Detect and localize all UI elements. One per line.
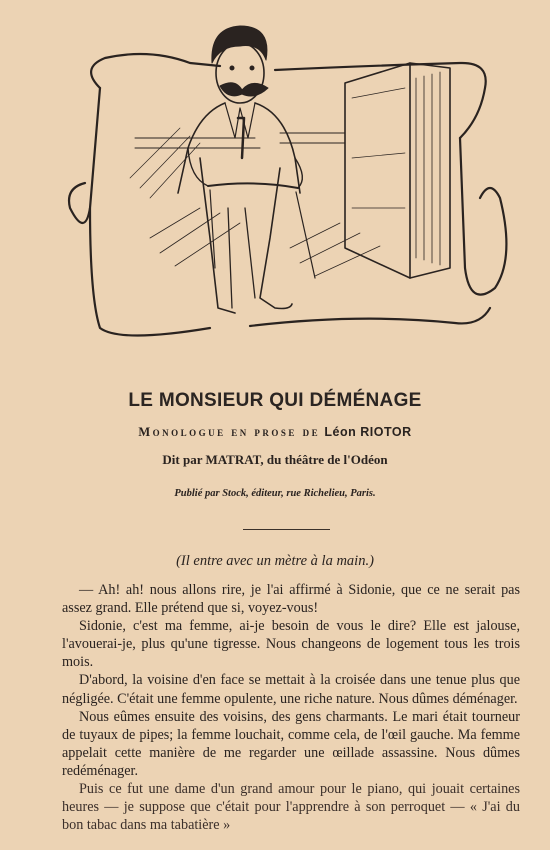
- paragraph: Nous eûmes ensuite des voisins, des gens charmants. Le mari était tourneur de tuyaux de pipes; la femme louchait, comme cela, de l'œil gauche. Ma femme appelait cette manière de me regarder une œillade assassine. Nous dûmes redéménager.: [62, 708, 520, 779]
- paragraph: Sidonie, c'est ma femme, ai-je besoin de vous le dire? Elle est jalouse, l'avouerai-je, plus qu'une tigresse. Nous changeons de logement tous les trois mois.: [62, 618, 520, 671]
- paragraph: Puis ce fut une dame d'un grand amour pour le piano, qui jouait certaines heures — je suppose que c'était pour l'apprendre à son perroquet — « J'ai du bon tabac dans ma tabatière »: [62, 781, 520, 834]
- performer-line: Dit par MATRAT, du théâtre de l'Odéon: [162, 452, 388, 467]
- subtitle-genre: Monologue en prose de: [138, 425, 321, 439]
- stage-direction: (Il entre avec un mètre à la main.): [176, 553, 374, 569]
- paragraph: D'abord, la voisine d'en face se mettait à la croisée dans une tenue plus que négligée. C'était une femme opulente, une riche nature. Nous dûmes déménager.: [62, 672, 520, 707]
- illustration-man-with-measuring-tape: [60, 8, 520, 358]
- subtitle: [0, 425, 550, 440]
- subtitle-author: Léon RIOTOR: [324, 425, 412, 439]
- paragraph: — Ah! ah! nous allons rire, je l'ai affirmé à Sidonie, que ce ne serait pas assez grand. Elle prétend que si, voyez-vous!: [62, 582, 520, 617]
- monologue-text: [62, 581, 520, 834]
- publisher-line: Publié par Stock, éditeur, rue Richelieu, Paris.: [174, 488, 376, 499]
- divider-rule: [243, 529, 330, 530]
- page-title: LE MONSIEUR QUI DÉMÉNAGE: [128, 390, 422, 411]
